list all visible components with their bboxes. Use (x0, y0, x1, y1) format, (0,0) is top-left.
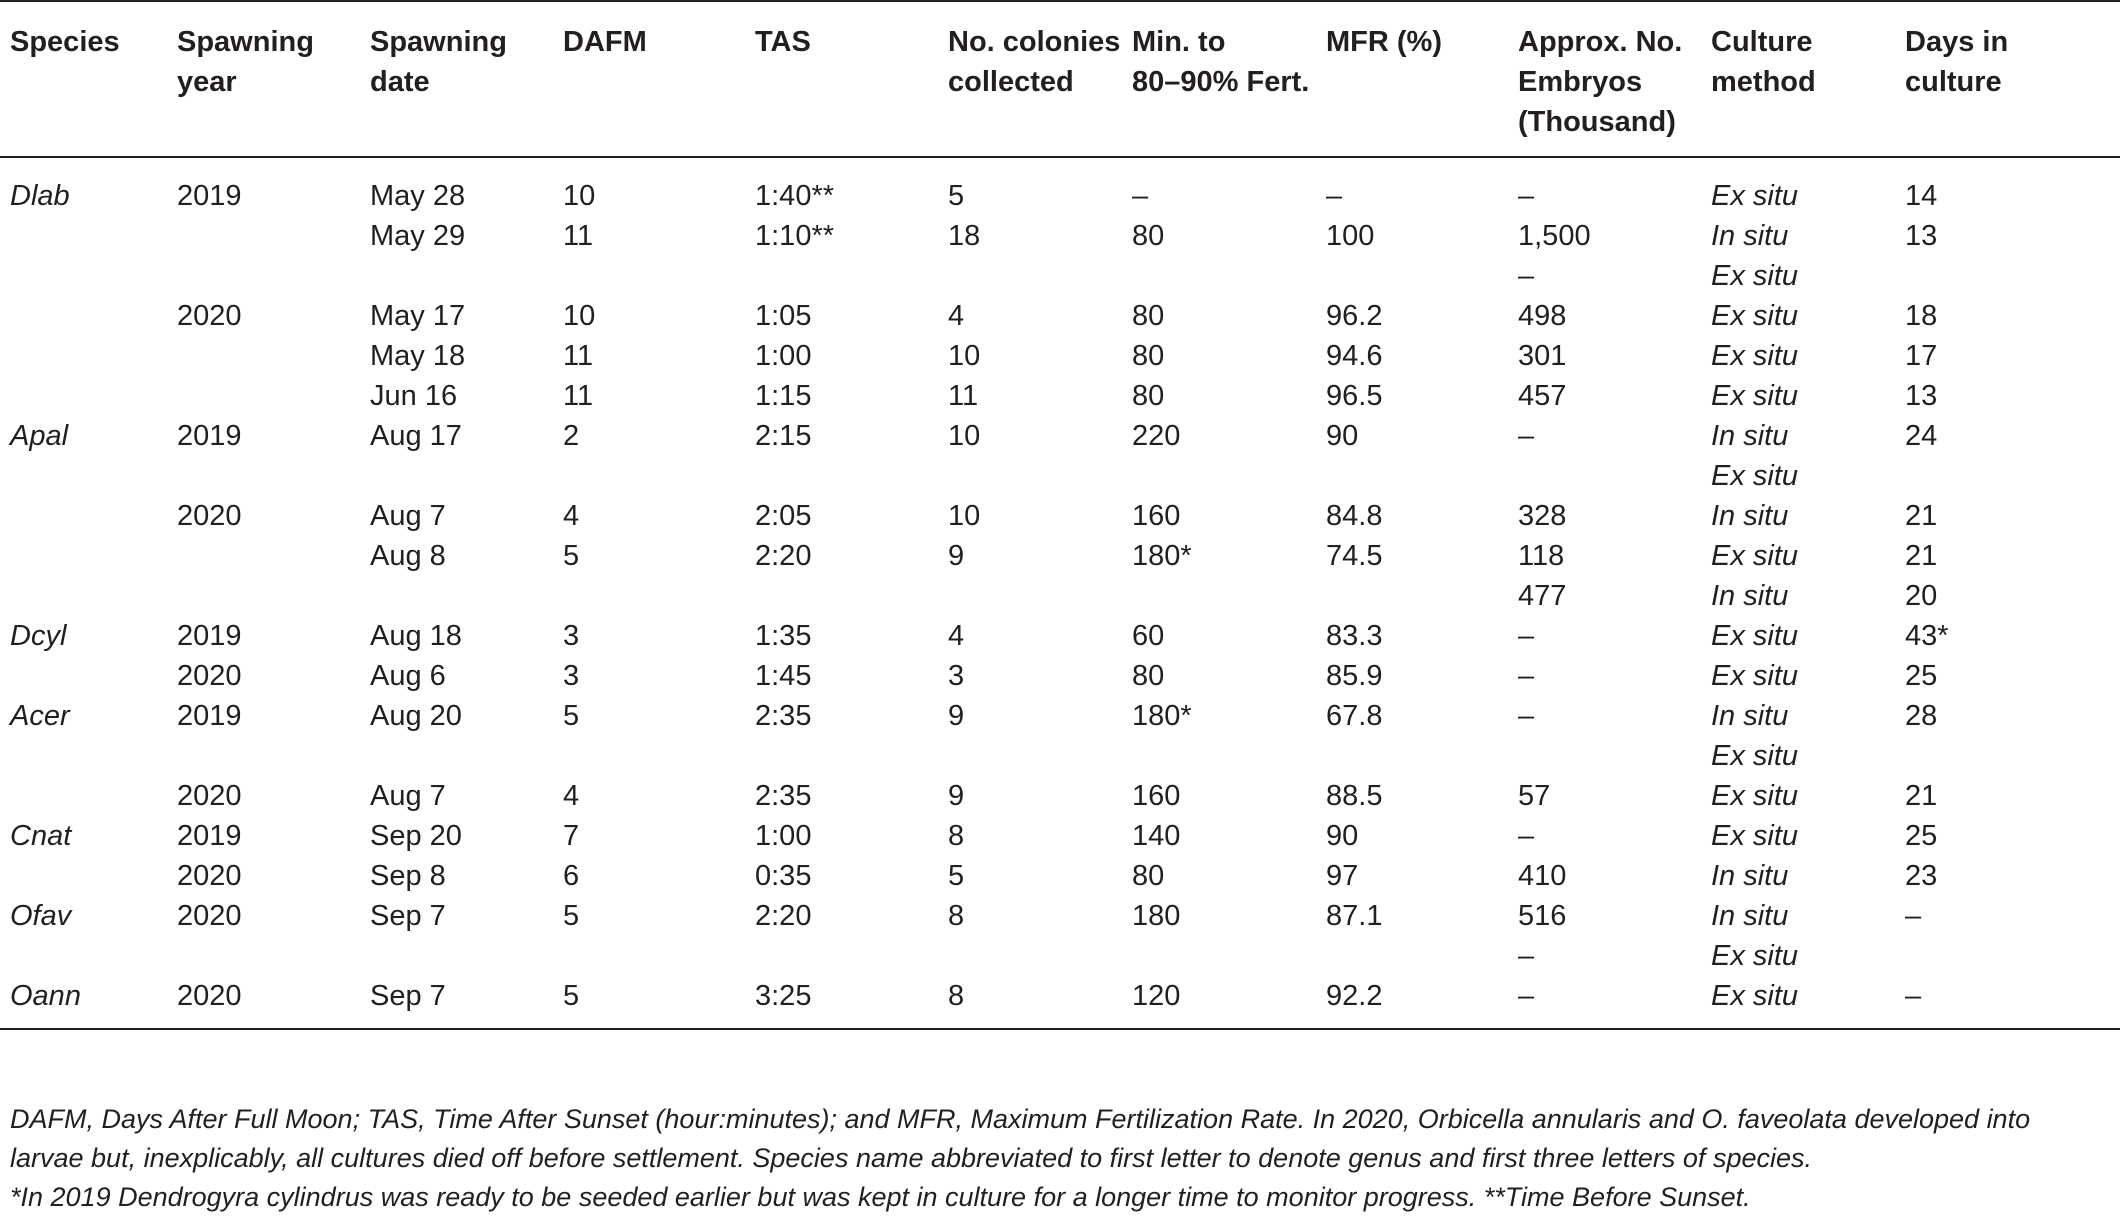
minfert-cell: 180 (1132, 900, 1181, 932)
cell-line: 18 (1905, 300, 1938, 332)
colonies-cell: 11 (948, 380, 979, 412)
days-cell (1895, 976, 2120, 1029)
method-cell (1701, 157, 1895, 216)
date-cell: Aug 18 (370, 620, 462, 652)
minfert-cell: 160 (1132, 780, 1181, 812)
table-row (0, 416, 2120, 496)
tas-cell: 1:45 (755, 660, 812, 692)
year-cell: 2019 (177, 180, 242, 212)
embryos-cell (1508, 376, 1701, 416)
cell-line: – (1905, 980, 1922, 1012)
method-cell (1701, 816, 1895, 856)
method-cell (1701, 696, 1895, 776)
method-cell (1701, 896, 1895, 976)
cell-line: In situ (1711, 700, 1789, 732)
species-cell: Ofav (10, 900, 72, 932)
dafm-cell: 5 (553, 976, 745, 1029)
cell-line: Ex situ (1711, 940, 1799, 972)
embryos-cell (1508, 616, 1701, 656)
cell-line: – (1518, 620, 1535, 652)
cell-line: 1,500 (1518, 220, 1591, 252)
cell-line: 21 (1905, 780, 1938, 812)
mfr-cell: 90 (1326, 820, 1359, 852)
year-cell: 2020 (167, 976, 360, 1029)
minfert-cell: 140 (1132, 820, 1181, 852)
cell-line: 21 (1905, 500, 1938, 532)
cell-line: 25 (1905, 820, 1938, 852)
tas-cell: 1:05 (755, 300, 812, 332)
cell-line: Ex situ (1711, 380, 1799, 412)
method-cell (1701, 216, 1895, 296)
days-cell (1895, 856, 2120, 896)
days-cell (1895, 496, 2120, 536)
cell-line: Ex situ (1711, 340, 1799, 372)
dafm-cell: 10 (563, 300, 596, 332)
table-row (0, 536, 2120, 616)
date-cell: Jun 16 (370, 380, 458, 412)
cell-line: 17 (1905, 340, 1938, 372)
colonies-cell: 3 (948, 660, 965, 692)
table-header-row (0, 1, 2120, 157)
year-cell: 2020 (177, 780, 242, 812)
method-cell (1701, 616, 1895, 656)
tas-cell: 1:00 (755, 820, 812, 852)
cell-line: Ex situ (1711, 460, 1799, 492)
species-cell (0, 376, 167, 416)
minfert-cell: 80 (1132, 300, 1165, 332)
days-cell (1895, 216, 2120, 296)
table-row (0, 496, 2120, 536)
method-cell (1701, 656, 1895, 696)
species-cell: Oann (0, 976, 167, 1029)
tas-cell: 2:05 (755, 500, 812, 532)
cell-line: Ex situ (1711, 260, 1799, 292)
header-line: Approx. No. (1518, 26, 1683, 58)
cell-line: In situ (1711, 220, 1789, 252)
cell-line: 28 (1905, 700, 1938, 732)
minfert-cell: 160 (1132, 500, 1181, 532)
species-cell (0, 656, 167, 696)
colonies-cell: 8 (938, 976, 1122, 1029)
days-cell (1895, 896, 2120, 976)
days-cell (1895, 157, 2120, 216)
colonies-cell: 4 (948, 300, 965, 332)
header-line: Spawning (177, 26, 314, 58)
dafm-cell: 6 (563, 860, 580, 892)
dafm-cell: 11 (563, 380, 594, 412)
cell-line: 477 (1518, 580, 1567, 612)
days-cell (1895, 416, 2120, 496)
tas-cell: 2:15 (755, 420, 812, 452)
embryos-cell (1508, 296, 1701, 336)
minfert-cell: 80 (1132, 340, 1165, 372)
mfr-cell: 84.8 (1326, 500, 1383, 532)
species-cell (0, 296, 167, 336)
colonies-cell: 9 (948, 540, 965, 572)
cell-line: 13 (1905, 220, 1938, 252)
embryos-cell (1508, 336, 1701, 376)
minfert-cell: 80 (1132, 380, 1165, 412)
date-cell: May 17 (370, 300, 466, 332)
date-cell: Aug 7 (370, 780, 446, 812)
header-line: Embryos (1518, 66, 1643, 98)
header-line: collected (948, 66, 1074, 98)
date-cell: Aug 20 (370, 700, 462, 732)
header-tas (745, 1, 938, 157)
embryos-cell (1508, 696, 1701, 776)
species-cell (0, 496, 167, 536)
cell-line: 13 (1905, 380, 1938, 412)
mfr-cell: 96.2 (1326, 300, 1383, 332)
days-cell (1895, 656, 2120, 696)
year-cell: 2019 (177, 700, 242, 732)
date-cell: Sep 20 (370, 820, 462, 852)
days-cell (1895, 336, 2120, 376)
tas-cell: 1:10** (755, 220, 835, 252)
table-row (0, 816, 2120, 856)
mfr-cell: 85.9 (1326, 660, 1383, 692)
days-cell (1895, 376, 2120, 416)
cell-line: – (1518, 700, 1535, 732)
cell-line: In situ (1711, 580, 1789, 612)
days-cell (1895, 296, 2120, 336)
days-cell (1895, 536, 2120, 616)
header-line: year (177, 66, 237, 98)
header-spawning-date (360, 1, 553, 157)
table-body (0, 157, 2120, 1029)
cell-line: 24 (1905, 420, 1938, 452)
cell-line: – (1518, 180, 1535, 212)
dafm-cell: 7 (563, 820, 580, 852)
dafm-cell: 2 (563, 420, 580, 452)
footnote-asterisk: *In 2019 Dendrogyra cylindrus was ready to be seeded earlier but was kept in culture for a longer time to monitor progress. **Time Before Sunset. (10, 1182, 1751, 1212)
colonies-cell: 5 (948, 860, 965, 892)
cell-line: In situ (1711, 860, 1789, 892)
colonies-cell: 8 (948, 900, 965, 932)
minfert-cell: 80 (1132, 860, 1165, 892)
dafm-cell: 4 (563, 500, 580, 532)
table-row (0, 976, 2120, 1029)
tas-cell: 1:35 (755, 620, 812, 652)
species-cell: Dlab (10, 180, 70, 212)
cell-line: Ex situ (1711, 780, 1799, 812)
header-line: culture (1905, 66, 2002, 98)
year-cell (167, 216, 360, 296)
header-line: date (370, 66, 430, 98)
minfert-cell: 120 (1122, 976, 1316, 1029)
header-line: method (1711, 66, 1816, 98)
date-cell: May 29 (370, 220, 466, 252)
header-line: Days in (1905, 26, 2009, 58)
header-line: TAS (755, 26, 811, 58)
mfr-cell: 92.2 (1316, 976, 1508, 1029)
minfert-cell: – (1132, 180, 1149, 212)
cell-line: In situ (1711, 500, 1789, 532)
cell-line: Ex situ (1711, 540, 1799, 572)
cell-line: 118 (1518, 540, 1565, 572)
year-cell: 2020 (177, 500, 242, 532)
tas-cell: 1:00 (755, 340, 812, 372)
cell-line: Ex situ (1711, 980, 1799, 1012)
header-line: Species (10, 26, 120, 58)
cell-line: – (1518, 260, 1535, 292)
year-cell: 2020 (177, 860, 242, 892)
year-cell: 2020 (177, 900, 242, 932)
header-line: (Thousand) (1518, 106, 1676, 138)
header-line: 80–90% Fert. (1132, 66, 1310, 98)
cell-line: 43* (1905, 620, 1949, 652)
cell-line: 516 (1518, 900, 1567, 932)
mfr-cell: 96.5 (1326, 380, 1383, 412)
tas-cell: 1:15 (755, 380, 812, 412)
header-mfr (1316, 1, 1508, 157)
date-cell: Sep 7 (360, 976, 553, 1029)
table-row (0, 157, 2120, 216)
minfert-cell: 80 (1132, 660, 1165, 692)
tas-cell: 2:20 (755, 900, 812, 932)
method-cell (1701, 336, 1895, 376)
cell-line: In situ (1711, 900, 1789, 932)
mfr-cell: 87.1 (1326, 900, 1383, 932)
tas-cell: 2:35 (755, 780, 812, 812)
mfr-cell: 67.8 (1326, 700, 1383, 732)
header-spawning-year (167, 1, 360, 157)
embryos-cell (1508, 896, 1701, 976)
date-cell: Sep 7 (370, 900, 446, 932)
species-cell: Acer (10, 700, 70, 732)
mfr-cell: 88.5 (1326, 780, 1383, 812)
cell-line: 23 (1905, 860, 1938, 892)
colonies-cell: 10 (948, 420, 981, 452)
date-cell: Aug 8 (370, 540, 446, 572)
cell-line: Ex situ (1711, 820, 1799, 852)
mfr-cell: 90 (1326, 420, 1359, 452)
colonies-cell: 9 (948, 780, 965, 812)
embryos-cell (1508, 157, 1701, 216)
embryos-cell (1508, 816, 1701, 856)
header-line: DAFM (563, 26, 647, 58)
cell-line: 410 (1518, 860, 1567, 892)
header-days-in-culture (1895, 1, 2120, 157)
cell-line: 20 (1905, 580, 1938, 612)
cell-line: – (1905, 900, 1922, 932)
mfr-cell: – (1326, 180, 1343, 212)
dafm-cell: 10 (563, 180, 596, 212)
dafm-cell: 4 (563, 780, 580, 812)
dafm-cell: 11 (563, 340, 594, 372)
table-row (0, 376, 2120, 416)
colonies-cell: 10 (948, 500, 981, 532)
minfert-cell: 80 (1132, 220, 1165, 252)
days-cell (1895, 776, 2120, 816)
embryos-cell (1508, 856, 1701, 896)
method-cell (1701, 536, 1895, 616)
species-cell: Apal (10, 420, 69, 452)
footnote-abbreviations: DAFM, Days After Full Moon; TAS, Time After Sunset (hour:minutes); and MFR, Maximum Fertilization Rate. In 2020, Orbicella annularis and O. faveolata developed into larvae but, inexplicably, all cultures died off before settlement. Species name abbreviated to first letter to denote genus and first three letters of species. (10, 1104, 2031, 1173)
method-cell (1701, 496, 1895, 536)
cell-line: 301 (1518, 340, 1567, 372)
cell-line: 57 (1518, 780, 1551, 812)
header-approx-embryos (1508, 1, 1701, 157)
cell-line: – (1518, 660, 1535, 692)
header-line: Spawning (370, 26, 507, 58)
tas-cell: 2:35 (755, 700, 812, 732)
year-cell: 2019 (177, 620, 242, 652)
colonies-cell: 4 (948, 620, 965, 652)
cell-line: 25 (1905, 660, 1938, 692)
colonies-cell: 9 (948, 700, 965, 732)
table-row (0, 296, 2120, 336)
cell-line: Ex situ (1711, 180, 1799, 212)
embryos-cell (1508, 656, 1701, 696)
dafm-cell: 5 (563, 700, 580, 732)
cell-line: – (1518, 980, 1535, 1012)
method-cell (1701, 376, 1895, 416)
mfr-cell: 97 (1326, 860, 1359, 892)
cell-line: – (1518, 820, 1535, 852)
year-cell (167, 536, 360, 616)
days-cell (1895, 696, 2120, 776)
header-line: No. colonies (948, 26, 1121, 58)
species-cell (0, 856, 167, 896)
cell-line: Ex situ (1711, 660, 1799, 692)
embryos-cell (1508, 976, 1701, 1029)
colonies-cell: 5 (948, 180, 965, 212)
cell-line: Ex situ (1711, 740, 1799, 772)
table-row (0, 616, 2120, 656)
year-cell: 2019 (177, 820, 242, 852)
header-culture-method (1701, 1, 1895, 157)
tas-cell: 3:25 (745, 976, 938, 1029)
table-row (0, 896, 2120, 976)
colonies-cell: 18 (948, 220, 981, 252)
species-cell: Cnat (10, 820, 72, 852)
year-cell: 2020 (177, 300, 242, 332)
mfr-cell: 83.3 (1326, 620, 1383, 652)
tas-cell: 1:40** (755, 180, 835, 212)
dafm-cell: 3 (563, 660, 580, 692)
table-row (0, 656, 2120, 696)
species-cell (0, 336, 167, 376)
header-line: Culture (1711, 26, 1813, 58)
method-cell (1701, 776, 1895, 816)
dafm-cell: 11 (563, 220, 594, 252)
method-cell (1701, 416, 1895, 496)
date-cell: Aug 17 (370, 420, 462, 452)
cell-line: – (1518, 420, 1535, 452)
dafm-cell: 3 (563, 620, 580, 652)
minfert-cell: 220 (1132, 420, 1181, 452)
date-cell: May 18 (370, 340, 466, 372)
header-species (0, 1, 167, 157)
embryos-cell (1508, 536, 1701, 616)
dafm-cell: 5 (563, 540, 580, 572)
table-row (0, 696, 2120, 776)
header-line: Min. to (1132, 26, 1226, 58)
table-row (0, 216, 2120, 296)
method-cell (1701, 976, 1895, 1029)
table-row (0, 336, 2120, 376)
cell-line: 457 (1518, 380, 1567, 412)
cell-line: 328 (1518, 500, 1567, 532)
cell-line: In situ (1711, 420, 1789, 452)
date-cell: Sep 8 (370, 860, 446, 892)
species-cell: Dcyl (10, 620, 67, 652)
header-line: MFR (%) (1326, 26, 1442, 58)
method-cell (1701, 296, 1895, 336)
date-cell: Aug 6 (370, 660, 446, 692)
species-cell (0, 536, 167, 616)
minfert-cell: 60 (1132, 620, 1165, 652)
table-footnotes (10, 1100, 2110, 1217)
header-colonies-collected (938, 1, 1122, 157)
header-min-to-fert (1122, 1, 1316, 157)
cell-line: Ex situ (1711, 300, 1799, 332)
table-row (0, 856, 2120, 896)
minfert-cell: 180* (1132, 700, 1192, 732)
embryos-cell (1508, 216, 1701, 296)
method-cell (1701, 856, 1895, 896)
mfr-cell: 100 (1326, 220, 1375, 252)
days-cell (1895, 616, 2120, 656)
cell-line: Ex situ (1711, 620, 1799, 652)
dafm-cell: 5 (563, 900, 580, 932)
tas-cell: 0:35 (755, 860, 812, 892)
species-cell (0, 216, 167, 296)
year-cell (167, 336, 360, 376)
table-row (0, 776, 2120, 816)
embryos-cell (1508, 416, 1701, 496)
cell-line: – (1518, 940, 1535, 972)
tas-cell: 2:20 (755, 540, 812, 572)
days-cell (1895, 816, 2120, 856)
date-cell: Aug 7 (370, 500, 446, 532)
date-cell: May 28 (370, 180, 466, 212)
cell-line: 14 (1905, 180, 1938, 212)
embryos-cell (1508, 496, 1701, 536)
colonies-cell: 8 (948, 820, 965, 852)
species-cell (0, 776, 167, 816)
year-cell (167, 376, 360, 416)
cell-line: 21 (1905, 540, 1938, 572)
minfert-cell: 180* (1132, 540, 1192, 572)
colonies-cell: 10 (948, 340, 981, 372)
year-cell: 2019 (177, 420, 242, 452)
header-dafm (553, 1, 745, 157)
cell-line: 498 (1518, 300, 1567, 332)
embryos-cell (1508, 776, 1701, 816)
year-cell: 2020 (177, 660, 242, 692)
mfr-cell: 74.5 (1326, 540, 1383, 572)
mfr-cell: 94.6 (1326, 340, 1383, 372)
